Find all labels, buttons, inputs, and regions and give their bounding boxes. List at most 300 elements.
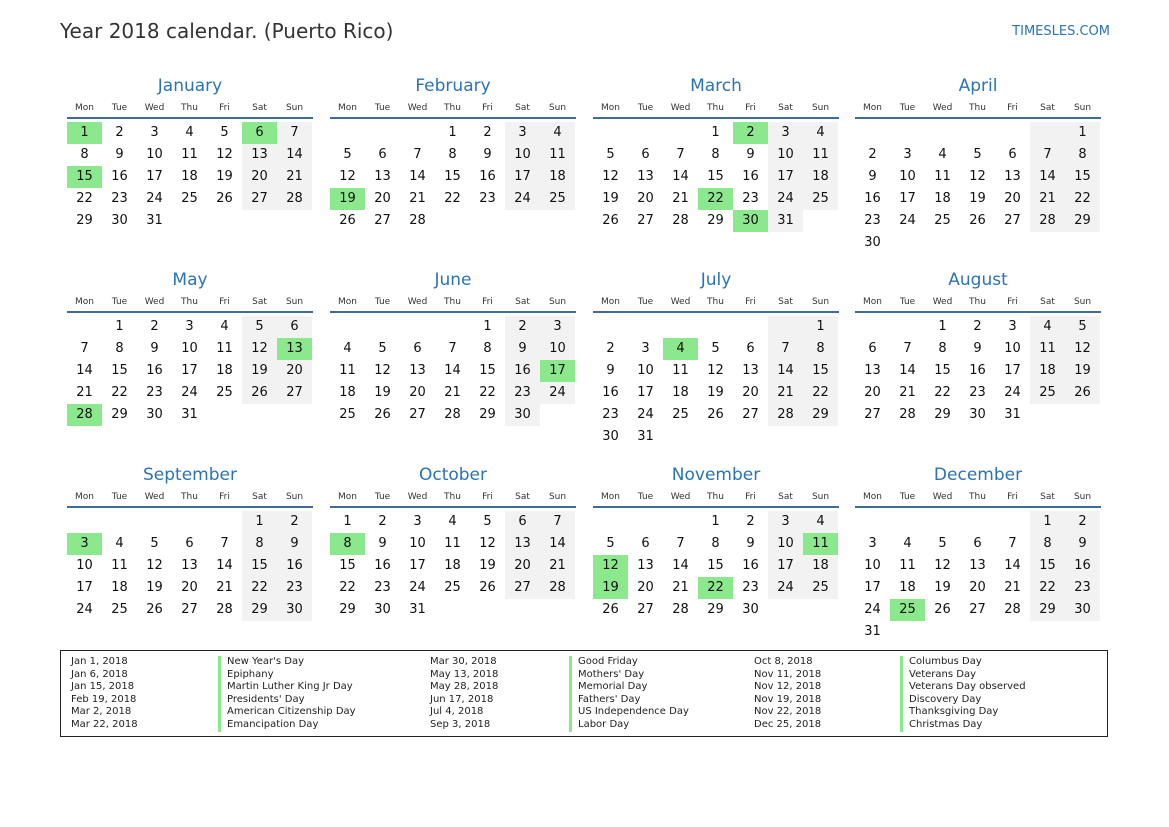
day-cell: 24: [768, 188, 803, 210]
day-cell: 18: [339, 385, 356, 400]
weekday-label: Tue: [637, 492, 654, 502]
legend-names: [900, 656, 1026, 732]
day-cell: 9: [746, 147, 755, 162]
empty-cell: [242, 404, 277, 426]
day-cell: 18: [899, 580, 916, 595]
day-cell: 19: [479, 558, 496, 573]
day-cell: 30: [111, 213, 128, 228]
day-cell: 29: [707, 602, 724, 617]
empty-cell: [768, 599, 803, 621]
day-cell: 8: [711, 147, 720, 162]
empty-cell: [890, 232, 925, 254]
day-cell: 17: [768, 555, 803, 577]
day-cell: 4: [540, 122, 575, 144]
day-cell: 20: [637, 191, 654, 206]
month-january: [67, 70, 313, 232]
legend-date: Mar 2, 2018: [71, 706, 132, 718]
day-cell: 28: [768, 404, 803, 426]
weekday-label: Tue: [111, 492, 128, 502]
day-cell: 23: [374, 580, 391, 595]
day-cell: 19: [374, 385, 391, 400]
weekday-label: Sat: [515, 297, 530, 307]
day-cell: 10: [540, 338, 575, 360]
legend-date: Nov 11, 2018: [754, 668, 822, 680]
day-cell: 16: [1065, 555, 1100, 577]
empty-cell: [995, 122, 1030, 144]
month-name: September: [143, 465, 237, 485]
day-cell: 13: [374, 169, 391, 184]
day-cell: 11: [899, 558, 916, 573]
day-cell: 9: [483, 147, 492, 162]
month-name: February: [415, 76, 491, 96]
day-cell: 11: [934, 169, 951, 184]
month-march: [593, 70, 839, 232]
month-name: November: [671, 465, 761, 485]
day-cell: 10: [1004, 341, 1021, 356]
weekday-label: Tue: [899, 103, 916, 113]
legend-date: Sep 3, 2018: [430, 718, 491, 730]
month-april: [855, 70, 1101, 254]
weekday-label: Mon: [75, 297, 94, 307]
day-cell: 27: [637, 213, 654, 228]
day-cell: 8: [711, 536, 720, 551]
empty-cell: [733, 426, 768, 448]
day-cell: 16: [742, 558, 759, 573]
day-cell: 22: [1065, 188, 1100, 210]
month-september: [67, 459, 313, 621]
day-cell: 22: [698, 577, 733, 599]
day-cell: 17: [899, 191, 916, 206]
legend-holiday-name: Epiphany: [218, 669, 356, 682]
legend-date: Oct 8, 2018: [754, 656, 813, 667]
legend-holiday-name: Christmas Day: [900, 719, 1026, 732]
weekday-label: Tue: [374, 492, 391, 502]
month-october: [330, 459, 576, 621]
day-cell: 28: [277, 188, 312, 210]
empty-cell: [172, 210, 207, 232]
day-cell: 6: [185, 536, 194, 551]
day-cell: 24: [637, 407, 654, 422]
day-cell: 21: [444, 385, 461, 400]
legend-date: Jun 17, 2018: [430, 693, 494, 705]
month-name: May: [172, 270, 208, 290]
day-cell: 1: [1030, 511, 1065, 533]
month-july: [593, 264, 839, 448]
empty-cell: [400, 122, 435, 144]
day-cell: 1: [938, 319, 947, 334]
day-cell: 16: [479, 169, 496, 184]
day-cell: 7: [413, 147, 422, 162]
empty-cell: [1030, 232, 1065, 254]
weekday-label: Thu: [181, 492, 198, 502]
day-cell: 13: [637, 558, 654, 573]
empty-cell: [207, 210, 242, 232]
empty-cell: [890, 316, 925, 338]
day-grid: [67, 316, 313, 426]
day-cell: 24: [768, 577, 803, 599]
empty-cell: [995, 511, 1030, 533]
day-cell: 29: [111, 407, 128, 422]
day-cell: 26: [216, 191, 233, 206]
day-cell: 12: [934, 558, 951, 573]
day-cell: 26: [1065, 382, 1100, 404]
legend-dates: [71, 656, 138, 732]
weekday-header: [330, 99, 576, 119]
day-cell: 24: [899, 213, 916, 228]
day-grid: [67, 511, 313, 621]
day-cell: 30: [602, 429, 619, 444]
day-cell: 12: [146, 558, 163, 573]
empty-cell: [435, 210, 470, 232]
day-cell: 7: [1008, 536, 1017, 551]
day-cell: 20: [277, 360, 312, 382]
day-cell: 22: [698, 188, 733, 210]
legend-date: Jan 6, 2018: [71, 668, 128, 680]
day-cell: 10: [409, 536, 426, 551]
day-cell: 1: [448, 125, 457, 140]
empty-cell: [207, 404, 242, 426]
weekday-label: Thu: [707, 103, 724, 113]
day-cell: 3: [768, 122, 803, 144]
weekday-label: Sun: [1073, 103, 1092, 113]
day-cell: 21: [277, 166, 312, 188]
day-cell: 10: [768, 533, 803, 555]
legend-holiday-name: Discovery Day: [900, 694, 1026, 707]
day-cell: 8: [803, 338, 838, 360]
day-cell: 9: [606, 363, 615, 378]
day-cell: 2: [1065, 511, 1100, 533]
day-cell: 22: [803, 382, 838, 404]
day-cell: 30: [146, 407, 163, 422]
empty-cell: [960, 511, 995, 533]
day-cell: 29: [339, 602, 356, 617]
day-cell: 28: [1004, 602, 1021, 617]
day-cell: 3: [540, 316, 575, 338]
day-cell: 25: [216, 385, 233, 400]
day-cell: 15: [479, 363, 496, 378]
weekday-label: Tue: [637, 103, 654, 113]
weekday-label: Mon: [601, 297, 620, 307]
site-link[interactable]: TIMESLES.COM: [1012, 24, 1110, 39]
day-cell: 6: [868, 341, 877, 356]
day-cell: 30: [1065, 599, 1100, 621]
empty-cell: [242, 210, 277, 232]
day-cell: 13: [181, 558, 198, 573]
day-cell: 12: [593, 555, 628, 577]
weekday-label: Mon: [863, 492, 882, 502]
legend-holiday-name: New Year's Day: [218, 656, 356, 669]
day-cell: 27: [374, 213, 391, 228]
weekday-label: Thu: [444, 103, 461, 113]
weekday-header: [593, 293, 839, 313]
day-cell: 1: [1065, 122, 1100, 144]
day-cell: 15: [67, 166, 102, 188]
weekday-label: Sun: [811, 297, 830, 307]
day-cell: 26: [479, 580, 496, 595]
weekday-label: Sat: [1040, 492, 1055, 502]
legend-holiday-name: Mothers' Day: [569, 669, 689, 682]
day-cell: 21: [409, 191, 426, 206]
legend-date: Jul 4, 2018: [430, 706, 484, 718]
empty-cell: [102, 511, 137, 533]
weekday-label: Wed: [932, 103, 953, 113]
day-cell: 27: [742, 407, 759, 422]
day-cell: 12: [216, 147, 233, 162]
day-cell: 24: [864, 602, 881, 617]
day-cell: 3: [505, 122, 540, 144]
day-cell: 11: [672, 363, 689, 378]
weekday-label: Sat: [1040, 103, 1055, 113]
day-cell: 19: [1065, 360, 1100, 382]
month-name: June: [434, 270, 472, 290]
day-cell: 29: [803, 404, 838, 426]
empty-cell: [995, 621, 1030, 643]
weekday-label: Fri: [482, 492, 493, 502]
day-cell: 1: [115, 319, 124, 334]
day-cell: 28: [444, 407, 461, 422]
day-cell: 15: [803, 360, 838, 382]
day-cell: 8: [1065, 144, 1100, 166]
weekday-label: Mon: [601, 492, 620, 502]
day-grid: [855, 122, 1101, 254]
empty-cell: [1065, 621, 1100, 643]
empty-cell: [540, 210, 575, 232]
empty-cell: [925, 511, 960, 533]
legend-holiday-name: Emancipation Day: [218, 719, 356, 732]
day-cell: 9: [973, 341, 982, 356]
day-cell: 6: [277, 316, 312, 338]
day-cell: 1: [242, 511, 277, 533]
day-cell: 9: [115, 147, 124, 162]
day-cell: 13: [505, 533, 540, 555]
day-cell: 19: [593, 577, 628, 599]
day-cell: 4: [803, 122, 838, 144]
day-cell: 4: [185, 125, 194, 140]
day-cell: 12: [242, 338, 277, 360]
legend-holiday-name: Thanksgiving Day: [900, 706, 1026, 719]
day-cell: 13: [742, 363, 759, 378]
day-cell: 18: [444, 558, 461, 573]
day-cell: 22: [242, 577, 277, 599]
legend-dates: [430, 656, 498, 732]
day-cell: 15: [707, 558, 724, 573]
day-cell: 29: [1030, 599, 1065, 621]
day-cell: 10: [768, 144, 803, 166]
day-cell: 17: [505, 166, 540, 188]
day-cell: 17: [181, 363, 198, 378]
day-cell: 27: [181, 602, 198, 617]
empty-cell: [67, 316, 102, 338]
day-cell: 11: [803, 144, 838, 166]
weekday-label: Fri: [219, 492, 230, 502]
weekday-label: Sat: [252, 492, 267, 502]
weekday-header: [855, 488, 1101, 508]
day-cell: 14: [76, 363, 93, 378]
day-cell: 26: [969, 213, 986, 228]
day-cell: 19: [707, 385, 724, 400]
day-cell: 25: [111, 602, 128, 617]
day-cell: 5: [220, 125, 229, 140]
day-cell: 20: [742, 385, 759, 400]
weekday-label: Mon: [601, 103, 620, 113]
day-cell: 23: [602, 407, 619, 422]
day-cell: 25: [444, 580, 461, 595]
legend-dates: [754, 656, 821, 732]
day-cell: 22: [444, 191, 461, 206]
day-cell: 7: [676, 536, 685, 551]
day-cell: 31: [181, 407, 198, 422]
empty-cell: [803, 210, 838, 232]
day-cell: 9: [746, 536, 755, 551]
day-cell: 17: [864, 580, 881, 595]
day-cell: 28: [899, 407, 916, 422]
day-cell: 2: [277, 511, 312, 533]
day-cell: 31: [864, 624, 881, 639]
day-cell: 21: [1004, 580, 1021, 595]
day-cell: 8: [242, 533, 277, 555]
weekday-label: Sun: [1073, 297, 1092, 307]
empty-cell: [172, 511, 207, 533]
day-cell: 19: [146, 580, 163, 595]
day-cell: 7: [448, 341, 457, 356]
empty-cell: [1065, 232, 1100, 254]
day-cell: 22: [111, 385, 128, 400]
day-cell: 16: [146, 363, 163, 378]
day-cell: 20: [864, 385, 881, 400]
weekday-label: Mon: [75, 103, 94, 113]
day-cell: 11: [216, 341, 233, 356]
legend-holiday-name: Presidents' Day: [218, 694, 356, 707]
legend-holiday-name: Martin Luther King Jr Day: [218, 681, 356, 694]
day-cell: 11: [803, 533, 838, 555]
day-cell: 24: [146, 191, 163, 206]
legend-date: Mar 22, 2018: [71, 718, 138, 730]
day-cell: 9: [868, 169, 877, 184]
day-cell: 23: [742, 191, 759, 206]
weekday-label: Sat: [1040, 297, 1055, 307]
day-cell: 27: [864, 407, 881, 422]
empty-cell: [925, 232, 960, 254]
empty-cell: [960, 232, 995, 254]
day-cell: 18: [934, 191, 951, 206]
day-cell: 10: [181, 341, 198, 356]
day-cell: 10: [864, 558, 881, 573]
day-cell: 11: [444, 536, 461, 551]
month-name: October: [418, 465, 488, 485]
empty-cell: [803, 426, 838, 448]
day-cell: 30: [733, 210, 768, 232]
empty-cell: [628, 122, 663, 144]
weekday-label: Sat: [515, 492, 530, 502]
weekday-label: Wed: [670, 103, 691, 113]
empty-cell: [663, 426, 698, 448]
day-cell: 5: [973, 147, 982, 162]
day-cell: 29: [479, 407, 496, 422]
empty-cell: [330, 316, 365, 338]
day-cell: 16: [277, 555, 312, 577]
weekday-label: Thu: [707, 492, 724, 502]
day-cell: 19: [330, 188, 365, 210]
day-cell: 20: [242, 166, 277, 188]
day-cell: 22: [1030, 577, 1065, 599]
day-cell: 1: [67, 122, 102, 144]
day-cell: 10: [637, 363, 654, 378]
empty-cell: [855, 511, 890, 533]
day-cell: 23: [111, 191, 128, 206]
weekday-label: Sun: [811, 492, 830, 502]
day-cell: 9: [505, 338, 540, 360]
day-cell: 11: [1030, 338, 1065, 360]
legend-names: [218, 656, 356, 732]
day-cell: 26: [242, 382, 277, 404]
day-cell: 14: [409, 169, 426, 184]
day-cell: 11: [339, 363, 356, 378]
legend-holiday-name: American Citizenship Day: [218, 706, 356, 719]
day-cell: 16: [111, 169, 128, 184]
weekday-label: Sun: [548, 297, 567, 307]
day-cell: 13: [409, 363, 426, 378]
weekday-label: Fri: [1007, 103, 1018, 113]
day-cell: 24: [76, 602, 93, 617]
day-cell: 15: [339, 558, 356, 573]
day-cell: 2: [483, 125, 492, 140]
legend-date: Nov 12, 2018: [754, 681, 822, 693]
weekday-label: Mon: [863, 103, 882, 113]
day-cell: 12: [479, 536, 496, 551]
day-cell: 7: [540, 511, 575, 533]
day-cell: 31: [409, 602, 426, 617]
day-cell: 16: [374, 558, 391, 573]
day-cell: 25: [934, 213, 951, 228]
empty-cell: [855, 316, 890, 338]
day-cell: 17: [1004, 363, 1021, 378]
day-cell: 7: [676, 147, 685, 162]
day-cell: 7: [277, 122, 312, 144]
day-cell: 21: [540, 555, 575, 577]
empty-cell: [803, 599, 838, 621]
month-june: [330, 264, 576, 426]
weekday-label: Fri: [1007, 492, 1018, 502]
day-cell: 24: [181, 385, 198, 400]
day-cell: 6: [641, 147, 650, 162]
day-cell: 8: [448, 147, 457, 162]
day-cell: 9: [277, 533, 312, 555]
day-cell: 14: [1030, 166, 1065, 188]
weekday-label: Wed: [670, 492, 691, 502]
weekday-label: Sat: [778, 492, 793, 502]
empty-cell: [1030, 404, 1065, 426]
day-cell: 8: [938, 341, 947, 356]
weekday-label: Sun: [811, 103, 830, 113]
empty-cell: [733, 316, 768, 338]
day-cell: 5: [606, 536, 615, 551]
weekday-label: Wed: [144, 297, 165, 307]
day-cell: 28: [540, 577, 575, 599]
weekday-header: [330, 488, 576, 508]
empty-cell: [435, 316, 470, 338]
empty-cell: [890, 621, 925, 643]
day-cell: 4: [663, 338, 698, 360]
day-cell: 23: [146, 385, 163, 400]
empty-cell: [593, 316, 628, 338]
empty-cell: [435, 599, 470, 621]
empty-cell: [663, 511, 698, 533]
day-cell: 19: [242, 360, 277, 382]
day-cell: 3: [1008, 319, 1017, 334]
day-cell: 16: [864, 191, 881, 206]
day-cell: 15: [1030, 555, 1065, 577]
day-cell: 26: [374, 407, 391, 422]
